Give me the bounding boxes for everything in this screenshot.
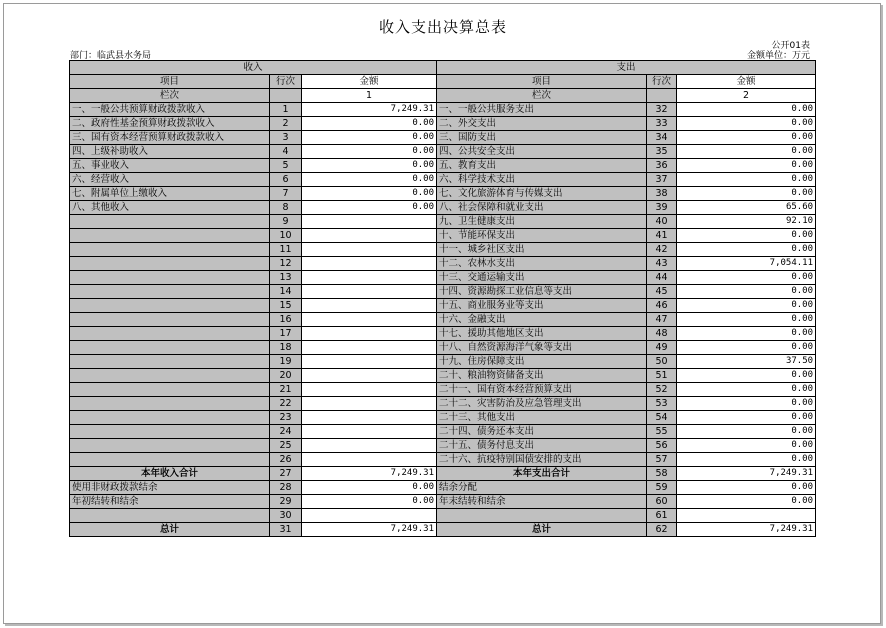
expense-item-cell: 十四、资源勘探工业信息等支出 bbox=[437, 285, 647, 299]
table-row bbox=[70, 145, 816, 159]
income-rowno-cell: 19 bbox=[270, 355, 302, 369]
expense-item-cell: 总计 bbox=[437, 523, 647, 537]
income-amount-cell bbox=[302, 355, 437, 369]
expense-amount-cell: 0.00 bbox=[677, 131, 816, 145]
form-code: 公开01表 bbox=[771, 41, 810, 51]
income-amount-cell: 0.00 bbox=[302, 201, 437, 215]
income-item-cell bbox=[70, 341, 270, 355]
income-item-cell bbox=[70, 229, 270, 243]
expense-amount-cell: 7,054.11 bbox=[677, 257, 816, 271]
table-row bbox=[70, 117, 816, 131]
expense-rowno-cell: 62 bbox=[647, 523, 677, 537]
income-item-cell: 总计 bbox=[70, 523, 270, 537]
expense-rowno-cell: 36 bbox=[647, 159, 677, 173]
table-row bbox=[70, 383, 816, 397]
expense-amount-cell: 0.00 bbox=[677, 271, 816, 285]
table-row bbox=[70, 131, 816, 145]
table-row bbox=[70, 257, 816, 271]
income-rowno-cell: 13 bbox=[270, 271, 302, 285]
department-label: 部门：临武县水务局 bbox=[70, 51, 152, 61]
expense-rowno-cell: 51 bbox=[647, 369, 677, 383]
expense-amount-cell: 0.00 bbox=[677, 187, 816, 201]
income-amount-cell: 7,249.31 bbox=[302, 103, 437, 117]
income-rowno-cell: 27 bbox=[270, 467, 302, 481]
expense-rowno-cell: 34 bbox=[647, 131, 677, 145]
table-row bbox=[70, 271, 816, 285]
income-item-cell bbox=[70, 383, 270, 397]
income-amount-cell: 0.00 bbox=[302, 159, 437, 173]
income-rowno-cell: 5 bbox=[270, 159, 302, 173]
income-rowno-cell: 4 bbox=[270, 145, 302, 159]
expense-amount-cell: 0.00 bbox=[677, 327, 816, 341]
expense-rowno-cell: 52 bbox=[647, 383, 677, 397]
income-rowno-cell: 28 bbox=[270, 481, 302, 495]
income-amount-cell bbox=[302, 369, 437, 383]
expense-item-cell: 四、公共安全支出 bbox=[437, 145, 647, 159]
expense-rowno-cell: 33 bbox=[647, 117, 677, 131]
expense-item-cell: 十八、自然资源海洋气象等支出 bbox=[437, 341, 647, 355]
table-row bbox=[70, 187, 816, 201]
expense-rowno-cell: 48 bbox=[647, 327, 677, 341]
expense-item-cell: 八、社会保障和就业支出 bbox=[437, 201, 647, 215]
expense-item-cell: 二十六、抗疫特别国债安排的支出 bbox=[437, 453, 647, 467]
income-item-cell bbox=[70, 285, 270, 299]
expense-item-cell: 七、文化旅游体育与传媒支出 bbox=[437, 187, 647, 201]
expense-amount-cell: 0.00 bbox=[677, 313, 816, 327]
expense-item-cell bbox=[437, 509, 647, 523]
income-item-cell bbox=[70, 313, 270, 327]
expense-amount-cell: 0.00 bbox=[677, 341, 816, 355]
income-amount-cell bbox=[302, 285, 437, 299]
expense-rowno-cell: 38 bbox=[647, 187, 677, 201]
expense-item-cell: 十二、农林水支出 bbox=[437, 257, 647, 271]
income-item-cell bbox=[70, 397, 270, 411]
expense-item-cell: 结余分配 bbox=[437, 481, 647, 495]
income-rowno-cell: 25 bbox=[270, 439, 302, 453]
income-rowno-cell: 30 bbox=[270, 509, 302, 523]
income-column-no-blank bbox=[270, 89, 302, 103]
expense-item-cell: 二十四、债务还本支出 bbox=[437, 425, 647, 439]
table-row bbox=[70, 299, 816, 313]
income-rowno-cell: 12 bbox=[270, 257, 302, 271]
income-amount-cell bbox=[302, 257, 437, 271]
expense-item-cell: 年末结转和结余 bbox=[437, 495, 647, 509]
expense-amount-cell: 0.00 bbox=[677, 103, 816, 117]
income-item-cell bbox=[70, 271, 270, 285]
expense-item-cell: 三、国防支出 bbox=[437, 131, 647, 145]
expense-rowno-cell: 53 bbox=[647, 397, 677, 411]
expense-rowno-cell: 43 bbox=[647, 257, 677, 271]
income-item-cell: 五、事业收入 bbox=[70, 159, 270, 173]
table-row bbox=[70, 285, 816, 299]
expense-rowno-cell: 59 bbox=[647, 481, 677, 495]
table-row bbox=[70, 103, 816, 117]
expense-rowno-cell: 42 bbox=[647, 243, 677, 257]
income-rowno-cell: 14 bbox=[270, 285, 302, 299]
income-amount-cell bbox=[302, 411, 437, 425]
income-amount-cell bbox=[302, 215, 437, 229]
expense-rowno-cell: 61 bbox=[647, 509, 677, 523]
table-row bbox=[70, 467, 816, 481]
income-rowno-cell: 7 bbox=[270, 187, 302, 201]
income-rowno-cell: 8 bbox=[270, 201, 302, 215]
income-rowno-cell: 6 bbox=[270, 173, 302, 187]
expense-amount-cell: 65.60 bbox=[677, 201, 816, 215]
income-rowno-cell: 18 bbox=[270, 341, 302, 355]
expense-item-cell: 一、一般公共服务支出 bbox=[437, 103, 647, 117]
expense-amount-cell: 0.00 bbox=[677, 173, 816, 187]
expense-item-cell: 二十二、灾害防治及应急管理支出 bbox=[437, 397, 647, 411]
expense-rowno-cell: 39 bbox=[647, 201, 677, 215]
table-row bbox=[70, 229, 816, 243]
expense-amount-cell: 0.00 bbox=[677, 495, 816, 509]
income-amount-cell bbox=[302, 229, 437, 243]
expense-rowno-cell: 44 bbox=[647, 271, 677, 285]
income-amount-cell: 0.00 bbox=[302, 187, 437, 201]
expense-rowno-cell: 40 bbox=[647, 215, 677, 229]
income-column-no-label: 栏次 bbox=[70, 89, 270, 103]
income-item-cell: 本年收入合计 bbox=[70, 467, 270, 481]
table-row bbox=[70, 173, 816, 187]
income-item-cell bbox=[70, 369, 270, 383]
income-amount-cell bbox=[302, 509, 437, 523]
expense-amount-cell: 37.50 bbox=[677, 355, 816, 369]
expense-rowno-cell: 57 bbox=[647, 453, 677, 467]
income-amount-cell: 0.00 bbox=[302, 145, 437, 159]
expense-item-cell: 二、外交支出 bbox=[437, 117, 647, 131]
income-item-cell bbox=[70, 327, 270, 341]
table-row bbox=[70, 201, 816, 215]
income-item-cell: 使用非财政拨款结余 bbox=[70, 481, 270, 495]
income-rowno-cell: 23 bbox=[270, 411, 302, 425]
income-amount-cell: 0.00 bbox=[302, 117, 437, 131]
expense-rowno-cell: 46 bbox=[647, 299, 677, 313]
income-amount-cell bbox=[302, 341, 437, 355]
expense-item-cell: 十五、商业服务业等支出 bbox=[437, 299, 647, 313]
income-item-cell: 一、一般公共预算财政拨款收入 bbox=[70, 103, 270, 117]
income-amount-cell bbox=[302, 439, 437, 453]
table-row bbox=[70, 453, 816, 467]
expense-amount-cell: 0.00 bbox=[677, 299, 816, 313]
table-row bbox=[70, 397, 816, 411]
income-section-header: 收入 bbox=[70, 61, 437, 75]
income-rowno-cell: 10 bbox=[270, 229, 302, 243]
table-row bbox=[70, 425, 816, 439]
income-item-header: 项目 bbox=[70, 75, 270, 89]
expense-item-cell: 十六、金融支出 bbox=[437, 313, 647, 327]
expense-rowno-cell: 60 bbox=[647, 495, 677, 509]
income-amount-cell: 0.00 bbox=[302, 481, 437, 495]
expense-rowno-cell: 55 bbox=[647, 425, 677, 439]
expense-amount-cell: 0.00 bbox=[677, 369, 816, 383]
income-item-cell: 年初结转和结余 bbox=[70, 495, 270, 509]
income-amount-cell: 7,249.31 bbox=[302, 523, 437, 537]
income-rowno-cell: 16 bbox=[270, 313, 302, 327]
table-row bbox=[70, 439, 816, 453]
table-row bbox=[70, 243, 816, 257]
expense-item-cell: 二十三、其他支出 bbox=[437, 411, 647, 425]
expense-section-header: 支出 bbox=[437, 61, 816, 75]
column-header-row bbox=[70, 75, 816, 89]
expense-item-cell: 九、卫生健康支出 bbox=[437, 215, 647, 229]
expense-amount-cell: 0.00 bbox=[677, 411, 816, 425]
income-amount-cell bbox=[302, 425, 437, 439]
income-amount-cell bbox=[302, 243, 437, 257]
expense-amount-cell: 0.00 bbox=[677, 425, 816, 439]
income-item-cell bbox=[70, 299, 270, 313]
expense-item-cell: 十三、交通运输支出 bbox=[437, 271, 647, 285]
expense-rowno-cell: 32 bbox=[647, 103, 677, 117]
income-rowno-cell: 26 bbox=[270, 453, 302, 467]
expense-amount-cell bbox=[677, 509, 816, 523]
income-item-cell bbox=[70, 425, 270, 439]
expense-amount-cell: 0.00 bbox=[677, 383, 816, 397]
column-number-row bbox=[70, 89, 816, 103]
expense-column-no-blank bbox=[647, 89, 677, 103]
income-amount-cell: 0.00 bbox=[302, 131, 437, 145]
table-row bbox=[70, 159, 816, 173]
table-row bbox=[70, 313, 816, 327]
income-item-cell bbox=[70, 509, 270, 523]
expense-rowno-header: 行次 bbox=[647, 75, 677, 89]
income-amount-header: 金额 bbox=[302, 75, 437, 89]
expense-item-cell: 本年支出合计 bbox=[437, 467, 647, 481]
budget-summary-table bbox=[69, 60, 816, 537]
income-rowno-cell: 24 bbox=[270, 425, 302, 439]
expense-column-no: 2 bbox=[677, 89, 816, 103]
expense-amount-cell: 0.00 bbox=[677, 439, 816, 453]
table-row bbox=[70, 341, 816, 355]
income-amount-cell: 7,249.31 bbox=[302, 467, 437, 481]
income-item-cell: 三、国有资本经营预算财政拨款收入 bbox=[70, 131, 270, 145]
expense-item-cell: 二十一、国有资本经营预算支出 bbox=[437, 383, 647, 397]
income-rowno-cell: 2 bbox=[270, 117, 302, 131]
income-amount-cell bbox=[302, 313, 437, 327]
expense-item-cell: 十一、城乡社区支出 bbox=[437, 243, 647, 257]
income-rowno-cell: 22 bbox=[270, 397, 302, 411]
expense-amount-cell: 0.00 bbox=[677, 243, 816, 257]
income-amount-cell bbox=[302, 397, 437, 411]
expense-amount-cell: 0.00 bbox=[677, 453, 816, 467]
expense-rowno-cell: 45 bbox=[647, 285, 677, 299]
table-row bbox=[70, 523, 816, 537]
income-rowno-cell: 21 bbox=[270, 383, 302, 397]
income-item-cell bbox=[70, 243, 270, 257]
expense-item-cell: 二十五、债务付息支出 bbox=[437, 439, 647, 453]
income-rowno-cell: 11 bbox=[270, 243, 302, 257]
income-item-cell bbox=[70, 215, 270, 229]
table-row bbox=[70, 481, 816, 495]
income-item-cell: 八、其他收入 bbox=[70, 201, 270, 215]
expense-rowno-cell: 47 bbox=[647, 313, 677, 327]
income-item-cell bbox=[70, 439, 270, 453]
expense-amount-cell: 0.00 bbox=[677, 117, 816, 131]
expense-item-cell: 十、节能环保支出 bbox=[437, 229, 647, 243]
income-item-cell: 七、附属单位上缴收入 bbox=[70, 187, 270, 201]
expense-item-cell: 二十、粮油物资储备支出 bbox=[437, 369, 647, 383]
amount-unit: 金额单位：万元 bbox=[746, 51, 810, 61]
expense-rowno-cell: 49 bbox=[647, 341, 677, 355]
income-item-cell bbox=[70, 411, 270, 425]
income-item-cell: 二、政府性基金预算财政拨款收入 bbox=[70, 117, 270, 131]
expense-rowno-cell: 41 bbox=[647, 229, 677, 243]
income-item-cell: 四、上级补助收入 bbox=[70, 145, 270, 159]
table-row bbox=[70, 327, 816, 341]
income-amount-cell: 0.00 bbox=[302, 495, 437, 509]
income-item-cell: 六、经营收入 bbox=[70, 173, 270, 187]
income-rowno-cell: 20 bbox=[270, 369, 302, 383]
expense-amount-cell: 0.00 bbox=[677, 285, 816, 299]
income-rowno-header: 行次 bbox=[270, 75, 302, 89]
expense-item-cell: 十九、住房保障支出 bbox=[437, 355, 647, 369]
income-amount-cell bbox=[302, 327, 437, 341]
income-rowno-cell: 31 bbox=[270, 523, 302, 537]
expense-amount-cell: 0.00 bbox=[677, 145, 816, 159]
report-title: 收入支出决算总表 bbox=[378, 18, 507, 36]
expense-amount-cell: 7,249.31 bbox=[677, 467, 816, 481]
income-amount-cell: 0.00 bbox=[302, 173, 437, 187]
income-rowno-cell: 3 bbox=[270, 131, 302, 145]
income-item-cell bbox=[70, 355, 270, 369]
income-rowno-cell: 15 bbox=[270, 299, 302, 313]
income-rowno-cell: 1 bbox=[270, 103, 302, 117]
expense-amount-cell: 0.00 bbox=[677, 481, 816, 495]
expense-amount-cell: 0.00 bbox=[677, 159, 816, 173]
income-rowno-cell: 17 bbox=[270, 327, 302, 341]
expense-column-no-label: 栏次 bbox=[437, 89, 647, 103]
expense-rowno-cell: 56 bbox=[647, 439, 677, 453]
income-column-no: 1 bbox=[302, 89, 437, 103]
expense-amount-header: 金额 bbox=[677, 75, 816, 89]
table-row bbox=[70, 509, 816, 523]
expense-item-cell: 五、教育支出 bbox=[437, 159, 647, 173]
income-item-cell bbox=[70, 257, 270, 271]
table-row bbox=[70, 369, 816, 383]
table-row bbox=[70, 495, 816, 509]
expense-rowno-cell: 58 bbox=[647, 467, 677, 481]
expense-item-cell: 六、科学技术支出 bbox=[437, 173, 647, 187]
expense-amount-cell: 0.00 bbox=[677, 397, 816, 411]
income-rowno-cell: 29 bbox=[270, 495, 302, 509]
table-row bbox=[70, 355, 816, 369]
expense-item-cell: 十七、援助其他地区支出 bbox=[437, 327, 647, 341]
table-row bbox=[70, 215, 816, 229]
income-amount-cell bbox=[302, 299, 437, 313]
expense-item-header: 项目 bbox=[437, 75, 647, 89]
income-amount-cell bbox=[302, 271, 437, 285]
expense-rowno-cell: 54 bbox=[647, 411, 677, 425]
table-row bbox=[70, 411, 816, 425]
expense-amount-cell: 7,249.31 bbox=[677, 523, 816, 537]
expense-rowno-cell: 35 bbox=[647, 145, 677, 159]
income-rowno-cell: 9 bbox=[270, 215, 302, 229]
section-header-row bbox=[70, 61, 816, 75]
income-amount-cell bbox=[302, 383, 437, 397]
expense-amount-cell: 0.00 bbox=[677, 229, 816, 243]
expense-rowno-cell: 50 bbox=[647, 355, 677, 369]
income-amount-cell bbox=[302, 453, 437, 467]
income-item-cell bbox=[70, 453, 270, 467]
expense-rowno-cell: 37 bbox=[647, 173, 677, 187]
expense-amount-cell: 92.10 bbox=[677, 215, 816, 229]
